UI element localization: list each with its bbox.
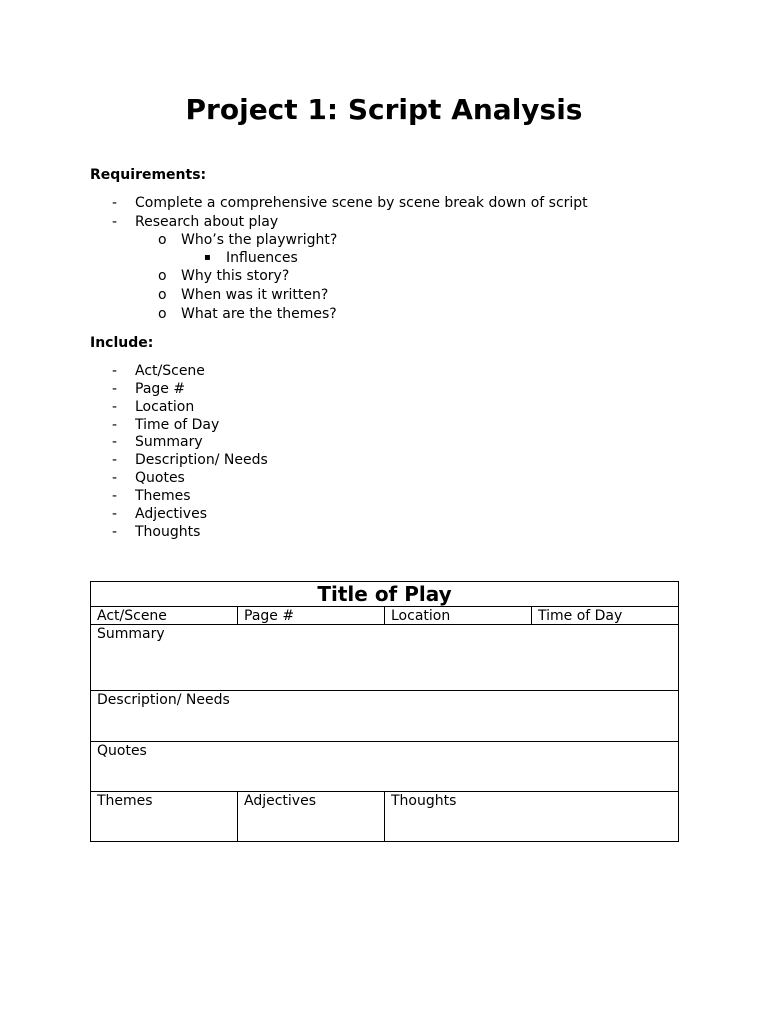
themes-row xyxy=(91,792,679,842)
circle-bullet: o xyxy=(158,306,167,322)
list-item: Adjectives xyxy=(135,506,207,522)
list-item: Act/Scene xyxy=(135,363,205,379)
dash-bullet: - xyxy=(112,363,118,379)
location-cell: Location xyxy=(385,607,532,625)
circle-bullet: o xyxy=(158,287,167,303)
sub-list-item: Why this story? xyxy=(181,268,290,284)
act-scene-cell: Act/Scene xyxy=(91,607,238,625)
dash-bullet: - xyxy=(112,524,118,540)
themes-cell: Themes xyxy=(91,792,238,842)
list-item: Thoughts xyxy=(135,524,201,540)
dash-bullet: - xyxy=(112,452,118,468)
page-title: Project 1: Script Analysis xyxy=(185,93,583,126)
circle-bullet: o xyxy=(158,232,167,248)
list-item: Quotes xyxy=(135,470,185,486)
adjectives-cell: Adjectives xyxy=(238,792,385,842)
summary-cell: Summary xyxy=(91,625,679,691)
circle-bullet: o xyxy=(158,268,167,284)
list-item: Time of Day xyxy=(135,417,220,433)
sub-sub-list-item: Influences xyxy=(226,250,298,266)
dash-bullet: - xyxy=(112,417,118,433)
page-number-cell: Page # xyxy=(238,607,385,625)
dash-bullet: - xyxy=(112,470,118,486)
dash-bullet: - xyxy=(112,506,118,522)
sub-list-item: Who’s the playwright? xyxy=(181,232,338,248)
script-analysis-table xyxy=(90,581,679,842)
thoughts-cell: Thoughts xyxy=(385,792,679,842)
dash-bullet: - xyxy=(112,214,118,230)
table-header-row xyxy=(91,607,679,625)
table-title-row xyxy=(91,582,679,607)
dash-bullet: - xyxy=(112,488,118,504)
list-item: Location xyxy=(135,399,195,415)
list-item: Complete a comprehensive scene by scene break down of script xyxy=(135,195,588,211)
square-bullet: ▪ xyxy=(204,252,211,263)
sub-list-item: When was it written? xyxy=(181,287,329,303)
summary-row xyxy=(91,625,679,691)
list-item: Themes xyxy=(135,488,191,504)
list-item: Page # xyxy=(135,381,186,397)
dash-bullet: - xyxy=(112,399,118,415)
play-title-cell: Title of Play xyxy=(91,582,679,607)
quotes-cell: Quotes xyxy=(91,742,679,792)
quotes-row xyxy=(91,742,679,792)
list-item: Summary xyxy=(135,434,203,450)
list-item: Description/ Needs xyxy=(135,452,268,468)
list-item: Research about play xyxy=(135,214,279,230)
requirements-heading: Requirements: xyxy=(90,167,207,183)
include-heading: Include: xyxy=(90,335,154,351)
sub-list-item: What are the themes? xyxy=(181,306,337,322)
description-row xyxy=(91,691,679,742)
dash-bullet: - xyxy=(112,434,118,450)
dash-bullet: - xyxy=(112,381,118,397)
time-of-day-cell: Time of Day xyxy=(532,607,679,625)
dash-bullet: - xyxy=(112,195,118,211)
description-cell: Description/ Needs xyxy=(91,691,679,742)
